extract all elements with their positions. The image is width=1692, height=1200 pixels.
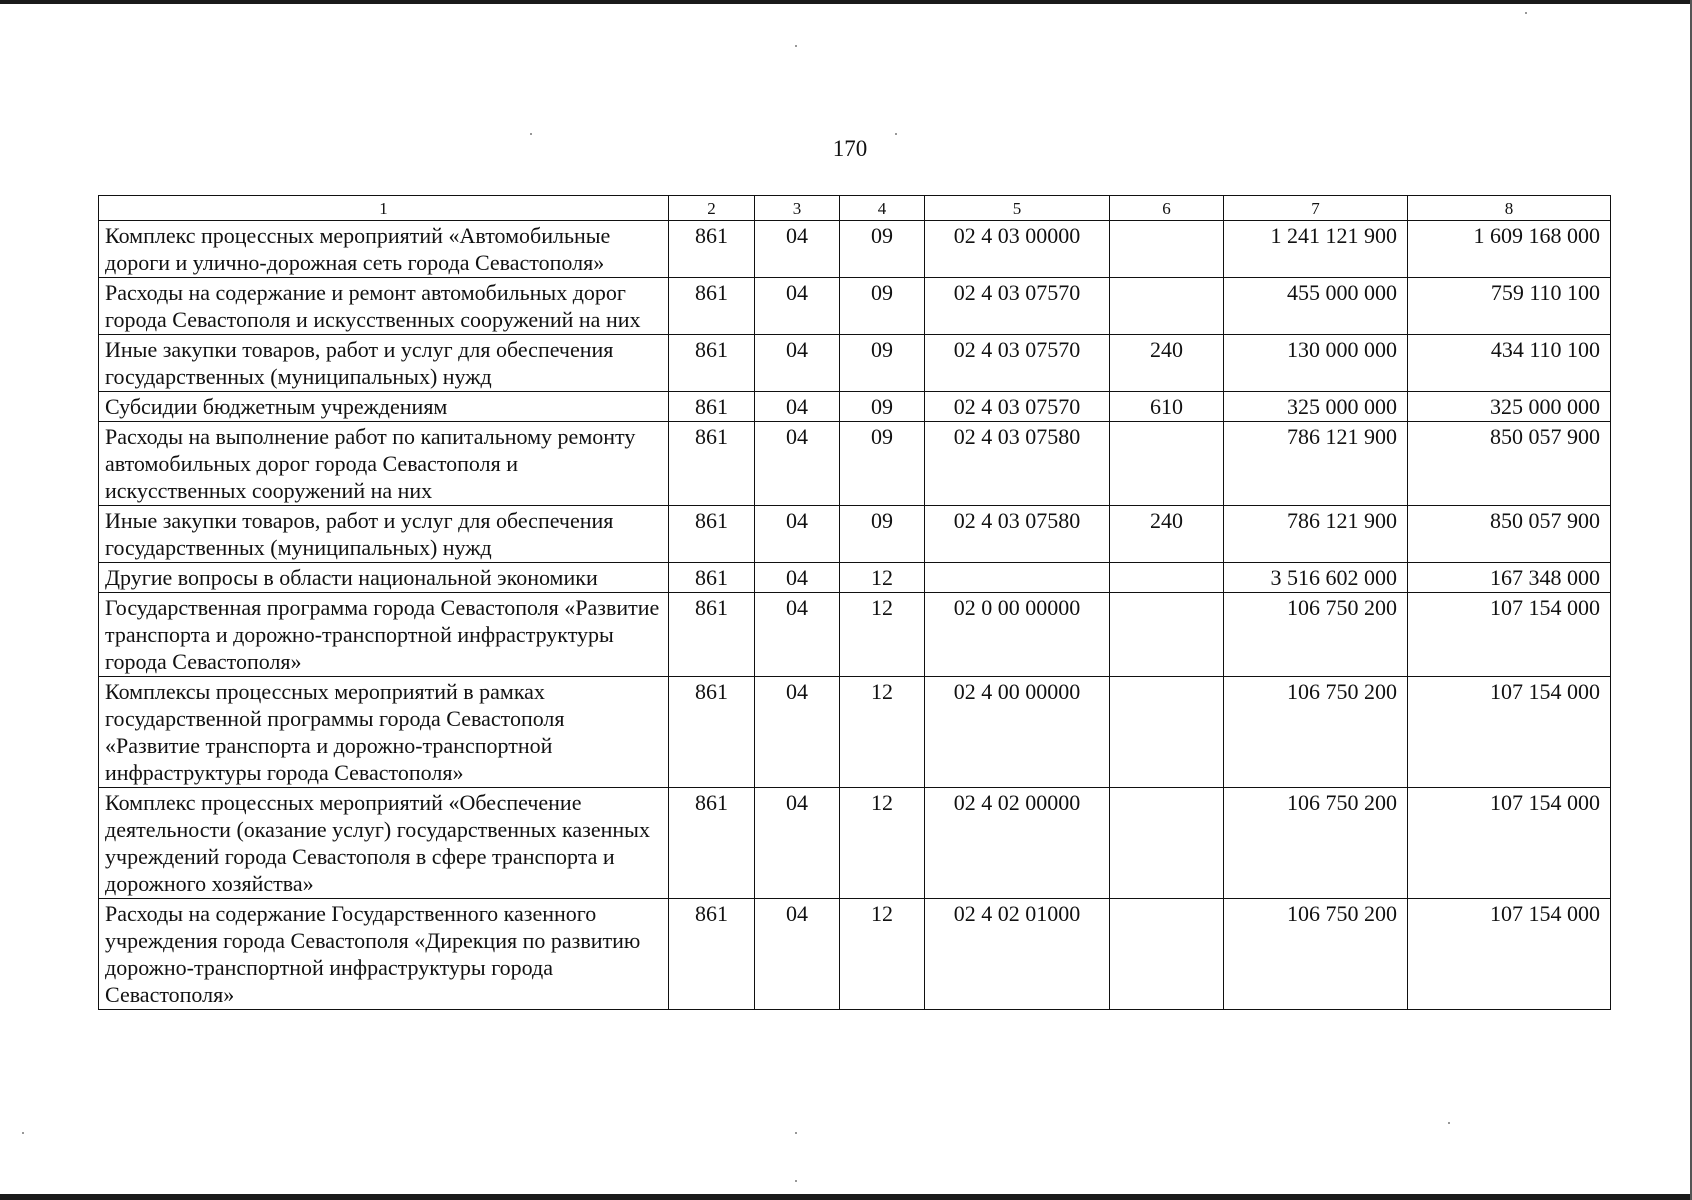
target-article-cell: 02 4 03 07580 [925,506,1110,563]
row-name-cell: Расходы на содержание и ремонт автомобильных дорог города Севастополя и искусственных сооружений на них [99,278,669,335]
ministry-code-cell: 861 [669,221,755,278]
amount-col8-cell: 107 154 000 [1408,788,1611,899]
subsection-code-cell: 09 [840,278,925,335]
scan-speck [895,133,897,135]
row-name-cell: Комплекс процессных мероприятий «Обеспечение деятельности (оказание услуг) государственных казенных учреждений города Севастополя в сфере транспорта и дорожного хозяйства» [99,788,669,899]
section-code-cell: 04 [755,506,840,563]
target-article-cell: 02 4 03 00000 [925,221,1110,278]
table-row [99,506,1611,563]
header-row [99,196,1611,221]
column-header-1: 1 [99,196,669,221]
subsection-code-cell: 12 [840,677,925,788]
target-article-cell: 02 4 00 00000 [925,677,1110,788]
subsection-code-cell: 09 [840,221,925,278]
column-header-7: 7 [1224,196,1408,221]
subsection-code-cell: 12 [840,563,925,593]
budget-table [98,195,1611,1010]
table-row [99,221,1611,278]
section-code-cell: 04 [755,392,840,422]
amount-col8-cell: 850 057 900 [1408,506,1611,563]
scan-edge-top [0,0,1692,4]
amount-col7-cell: 106 750 200 [1224,788,1408,899]
amount-col8-cell: 850 057 900 [1408,422,1611,506]
expense-type-cell [1110,278,1224,335]
scan-speck [530,133,532,135]
scan-speck [795,1180,797,1182]
table-row [99,677,1611,788]
amount-col7-cell: 455 000 000 [1224,278,1408,335]
subsection-code-cell: 12 [840,788,925,899]
amount-col7-cell: 1 241 121 900 [1224,221,1408,278]
section-code-cell: 04 [755,677,840,788]
target-article-cell: 02 4 02 00000 [925,788,1110,899]
subsection-code-cell: 09 [840,422,925,506]
table-row [99,335,1611,392]
table-row [99,899,1611,1010]
ministry-code-cell: 861 [669,392,755,422]
amount-col8-cell: 325 000 000 [1408,392,1611,422]
expense-type-cell [1110,221,1224,278]
column-header-4: 4 [840,196,925,221]
expense-type-cell [1110,563,1224,593]
ministry-code-cell: 861 [669,563,755,593]
subsection-code-cell: 09 [840,506,925,563]
row-name-cell: Комплекс процессных мероприятий «Автомобильные дороги и улично-дорожная сеть города Севастополя» [99,221,669,278]
amount-col7-cell: 106 750 200 [1224,593,1408,677]
amount-col8-cell: 1 609 168 000 [1408,221,1611,278]
row-name-cell: Другие вопросы в области национальной экономики [99,563,669,593]
amount-col8-cell: 107 154 000 [1408,593,1611,677]
amount-col8-cell: 107 154 000 [1408,899,1611,1010]
subsection-code-cell: 09 [840,392,925,422]
table-row [99,563,1611,593]
ministry-code-cell: 861 [669,278,755,335]
section-code-cell: 04 [755,422,840,506]
scan-edge-bottom [0,1194,1692,1200]
amount-col7-cell: 130 000 000 [1224,335,1408,392]
target-article-cell: 02 0 00 00000 [925,593,1110,677]
column-header-3: 3 [755,196,840,221]
ministry-code-cell: 861 [669,899,755,1010]
ministry-code-cell: 861 [669,788,755,899]
section-code-cell: 04 [755,563,840,593]
expense-type-cell [1110,677,1224,788]
section-code-cell: 04 [755,899,840,1010]
target-article-cell: 02 4 03 07570 [925,335,1110,392]
amount-col7-cell: 786 121 900 [1224,422,1408,506]
expense-type-cell: 240 [1110,335,1224,392]
column-header-6: 6 [1110,196,1224,221]
expense-type-cell: 610 [1110,392,1224,422]
section-code-cell: 04 [755,788,840,899]
scan-speck [1448,1122,1450,1124]
scan-speck [795,45,797,47]
table-row [99,788,1611,899]
amount-col8-cell: 434 110 100 [1408,335,1611,392]
amount-col8-cell: 107 154 000 [1408,677,1611,788]
subsection-code-cell: 12 [840,899,925,1010]
expense-type-cell [1110,422,1224,506]
row-name-cell: Комплексы процессных мероприятий в рамках государственной программы города Севастополя «Развитие транспорта и дорожно-транспортной инфраструктуры города Севастополя» [99,677,669,788]
column-header-2: 2 [669,196,755,221]
amount-col8-cell: 759 110 100 [1408,278,1611,335]
table-row [99,593,1611,677]
row-name-cell: Расходы на выполнение работ по капитальному ремонту автомобильных дорог города Севастополя и искусственных сооружений на них [99,422,669,506]
expense-type-cell [1110,788,1224,899]
target-article-cell: 02 4 02 01000 [925,899,1110,1010]
ministry-code-cell: 861 [669,593,755,677]
subsection-code-cell: 09 [840,335,925,392]
amount-col8-cell: 167 348 000 [1408,563,1611,593]
amount-col7-cell: 106 750 200 [1224,677,1408,788]
amount-col7-cell: 786 121 900 [1224,506,1408,563]
target-article-cell: 02 4 03 07580 [925,422,1110,506]
amount-col7-cell: 3 516 602 000 [1224,563,1408,593]
expense-type-cell [1110,899,1224,1010]
section-code-cell: 04 [755,335,840,392]
column-header-5: 5 [925,196,1110,221]
row-name-cell: Субсидии бюджетным учреждениям [99,392,669,422]
amount-col7-cell: 325 000 000 [1224,392,1408,422]
row-name-cell: Иные закупки товаров, работ и услуг для обеспечения государственных (муниципальных) нужд [99,506,669,563]
table-row [99,422,1611,506]
table-row [99,278,1611,335]
ministry-code-cell: 861 [669,335,755,392]
ministry-code-cell: 861 [669,677,755,788]
section-code-cell: 04 [755,593,840,677]
scan-speck [795,1132,797,1134]
row-name-cell: Иные закупки товаров, работ и услуг для обеспечения государственных (муниципальных) нужд [99,335,669,392]
target-article-cell: 02 4 03 07570 [925,392,1110,422]
row-name-cell: Государственная программа города Севастополя «Развитие транспорта и дорожно-транспортной инфраструктуры города Севастополя» [99,593,669,677]
expense-type-cell [1110,593,1224,677]
subsection-code-cell: 12 [840,593,925,677]
amount-col7-cell: 106 750 200 [1224,899,1408,1010]
scan-speck [22,1132,24,1134]
table-row [99,392,1611,422]
page-number: 170 [832,136,868,161]
row-name-cell: Расходы на содержание Государственного казенного учреждения города Севастополя «Дирекция по развитию дорожно-транспортной инфраструктуры города Севастополя» [99,899,669,1010]
ministry-code-cell: 861 [669,422,755,506]
section-code-cell: 04 [755,278,840,335]
ministry-code-cell: 861 [669,506,755,563]
table-body [99,221,1611,1010]
scan-speck [1525,12,1527,14]
target-article-cell: 02 4 03 07570 [925,278,1110,335]
section-code-cell: 04 [755,221,840,278]
expense-type-cell: 240 [1110,506,1224,563]
target-article-cell [925,563,1110,593]
column-header-8: 8 [1408,196,1611,221]
